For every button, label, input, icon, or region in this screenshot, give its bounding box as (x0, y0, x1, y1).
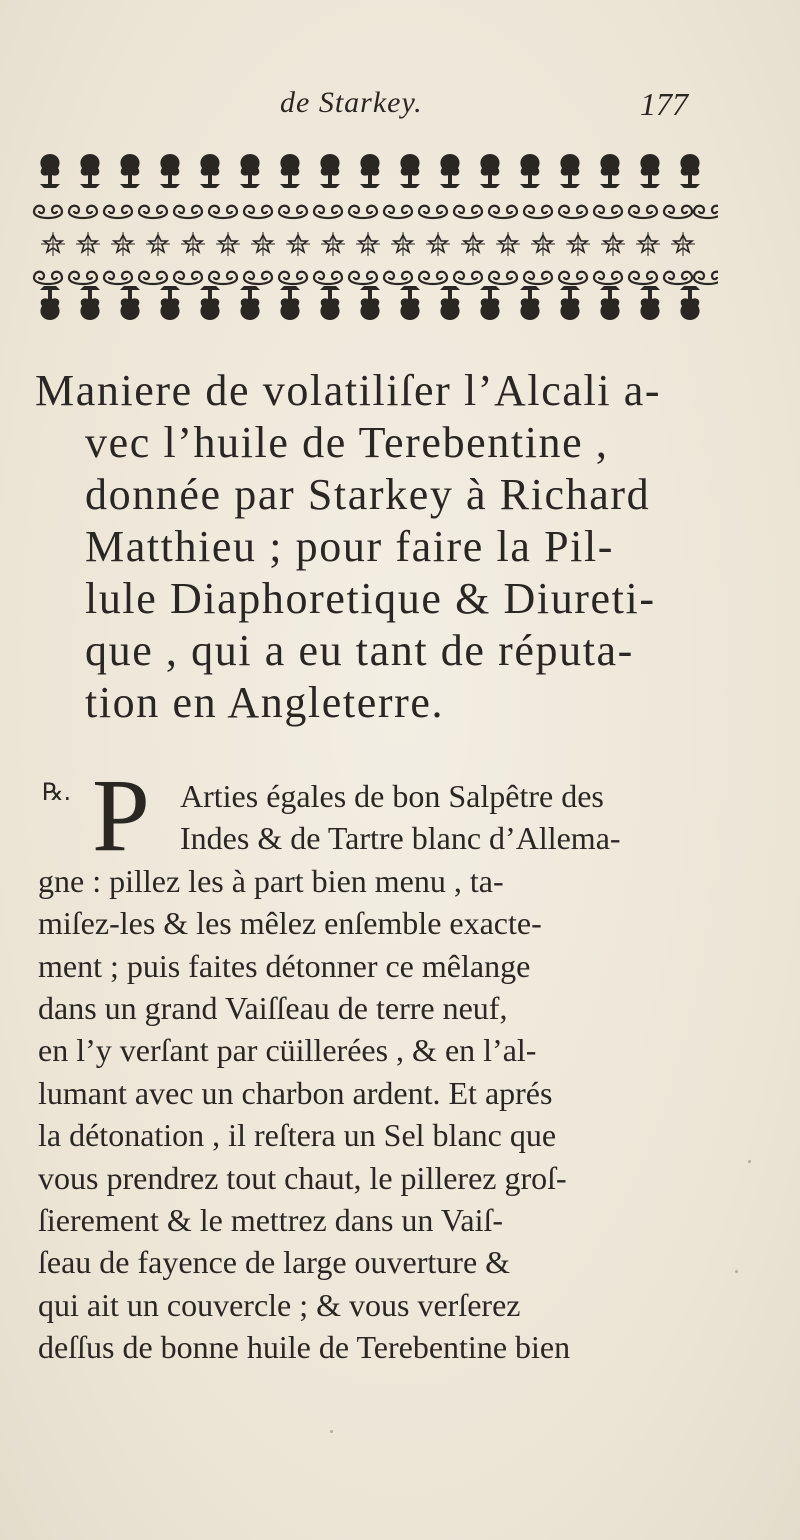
title-line: vec l’huile de Terebentine , (85, 418, 609, 467)
body-line: ment ; puis faites détonner ce mêlange (38, 947, 531, 984)
ornament-row-fleurons-bottom (40, 286, 700, 320)
body-line: ſierement & le mettrez dans un Vaiſ- (38, 1202, 504, 1239)
paper-speck (748, 1160, 751, 1163)
title-line: Maniere de volatiliſer l’Alcali a- (35, 366, 662, 415)
body-line: ſeau de fayence de large ouverture & (38, 1244, 511, 1281)
ornament-row-stars (41, 232, 695, 256)
body-text (38, 775, 728, 1369)
title-line: lule Diaphoretique & Diureti- (85, 574, 656, 623)
printers-ornament-band (28, 140, 718, 330)
ornament-row-scrolls-bottom (34, 272, 718, 284)
body-line: deſſus de bonne huile de Terebentine bien (38, 1329, 571, 1366)
body-line: lumant avec un charbon ardent. Et aprés (38, 1074, 553, 1111)
body-line: en l’y verſant par cüillerées , & en l’al- (38, 1032, 537, 1069)
title-line: tion en Angleterre. (85, 678, 445, 727)
page-number: 177 (640, 86, 688, 122)
body-line: qui ait un couvercle ; & vous verſerez (38, 1286, 521, 1323)
paper-speck (330, 1430, 333, 1433)
title-line: donnée par Starkey à Richard (85, 470, 651, 519)
chapter-title (35, 365, 725, 729)
body-line: la détonation , il reſtera un Sel blanc que (38, 1117, 557, 1154)
body-line: vous prendrez tout chaut, le pillerez groſ- (38, 1159, 567, 1196)
running-head: de Starkey. (280, 86, 423, 119)
recipe-mark: ℞. (42, 778, 72, 806)
title-line: Matthieu ; pour faire la Pil- (85, 522, 615, 571)
body-line: Indes & de Tartre blanc d’Allema- (180, 820, 621, 857)
ornament-row-fleurons-top (40, 154, 700, 188)
body-line: Arties égales de bon Salpêtre des (180, 778, 604, 814)
drop-cap-lines (38, 775, 728, 860)
title-line: que , qui a eu tant de réputa- (85, 626, 634, 675)
body-line: miſez-les & les mêlez enſemble exacte- (38, 905, 542, 942)
drop-cap: P (92, 758, 150, 873)
body-line: gne : pillez les à part bien menu , ta- (38, 862, 504, 899)
ornament-row-scrolls-top (34, 206, 718, 218)
body-line: dans un grand Vaiſſeau de terre neuf, (38, 990, 508, 1027)
paper-speck (735, 1270, 738, 1273)
